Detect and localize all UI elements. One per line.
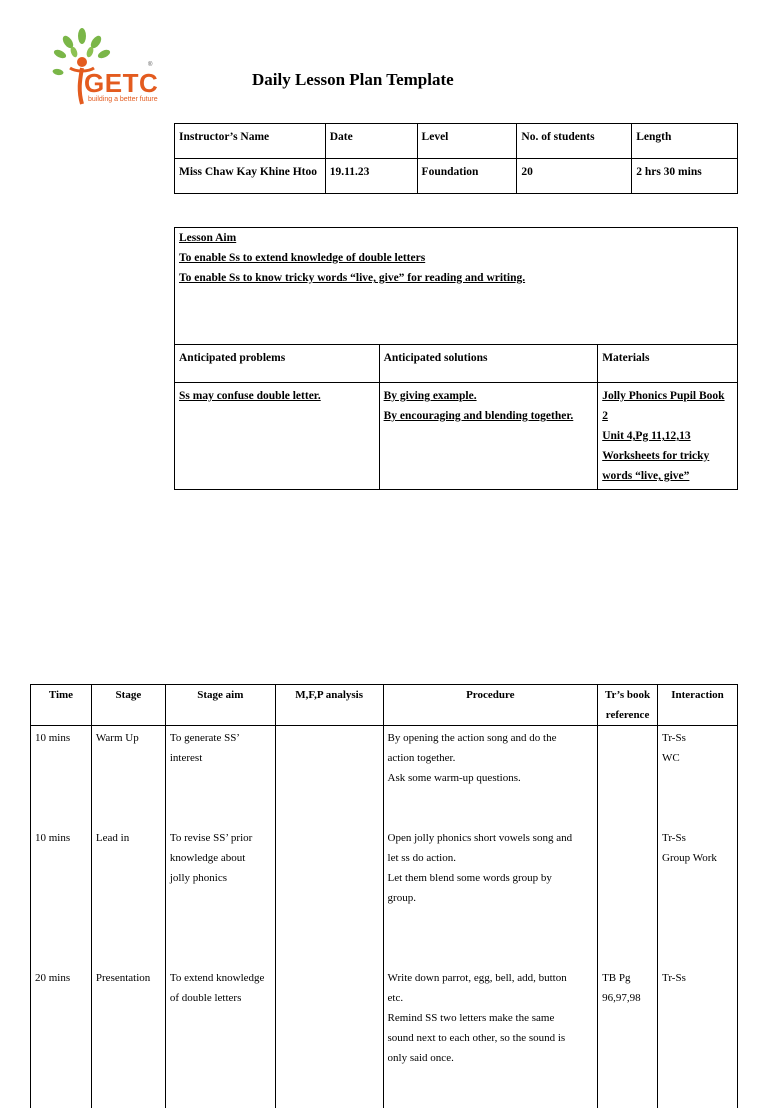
date-header: Date bbox=[325, 124, 417, 159]
anticipation-header-row bbox=[175, 345, 738, 383]
materials-header: Materials bbox=[598, 345, 738, 383]
stage-cell bbox=[91, 828, 165, 968]
anticipated-solutions-cell bbox=[379, 383, 598, 490]
procedure-cell-line: Remind SS two letters make the same bbox=[388, 1008, 594, 1028]
length-value: 2 hrs 30 mins bbox=[632, 159, 738, 194]
book-reference-cell bbox=[598, 968, 658, 1108]
lesson-aim-line: To enable Ss to know tricky words “live, give” for reading and writing. bbox=[179, 268, 733, 288]
solution-item: By giving example. bbox=[384, 386, 594, 406]
book-reference-header: Tr’s book reference bbox=[598, 685, 658, 726]
procedure-cell-line: sound next to each other, so the sound is bbox=[388, 1028, 594, 1048]
table-row bbox=[31, 968, 738, 1108]
stage-aim-cell bbox=[165, 828, 275, 968]
stage-aim-cell-line: of double letters bbox=[170, 988, 271, 1008]
time-cell-text: 10 mins bbox=[35, 728, 87, 748]
logo-registered-mark: ® bbox=[148, 62, 152, 68]
time-cell-text: 10 mins bbox=[35, 828, 87, 848]
procedure-cell-line: Ask some warm-up questions. bbox=[388, 768, 594, 788]
stage-aim-header: Stage aim bbox=[165, 685, 275, 726]
stage-cell-text: Presentation bbox=[96, 968, 161, 988]
procedure-cell bbox=[383, 968, 598, 1108]
procedure-header-row bbox=[31, 685, 738, 726]
interaction-cell-line: Group Work bbox=[662, 848, 733, 868]
students-header: No. of students bbox=[517, 124, 632, 159]
interaction-cell bbox=[658, 968, 738, 1108]
book-reference-cell-line: TB Pg bbox=[602, 968, 653, 988]
interaction-cell-line: Tr-Ss bbox=[662, 728, 733, 748]
time-header: Time bbox=[31, 685, 92, 726]
stage-cell bbox=[91, 968, 165, 1108]
procedure-cell-line: only said once. bbox=[388, 1048, 594, 1068]
procedure-cell-line: action together. bbox=[388, 748, 594, 768]
materials-cell bbox=[598, 383, 738, 490]
logo-wordmark: GETC bbox=[84, 68, 158, 99]
table-row bbox=[31, 828, 738, 968]
instructor-name-header: Instructor’s Name bbox=[175, 124, 326, 159]
interaction-cell bbox=[658, 726, 738, 829]
material-item: 2 bbox=[602, 406, 733, 426]
interaction-cell bbox=[658, 828, 738, 968]
material-item: Unit 4,Pg 11,12,13 bbox=[602, 426, 733, 446]
info-header-row bbox=[175, 124, 738, 159]
stage-aim-cell bbox=[165, 726, 275, 829]
lesson-aim-cell bbox=[175, 228, 738, 345]
mfp-analysis-cell bbox=[275, 968, 383, 1108]
mfp-analysis-cell bbox=[275, 828, 383, 968]
stage-aim-cell bbox=[165, 968, 275, 1108]
interaction-header: Interaction bbox=[658, 685, 738, 726]
info-value-row bbox=[175, 159, 738, 194]
table-row bbox=[31, 726, 738, 829]
procedure-cell-line: let ss do action. bbox=[388, 848, 594, 868]
procedure-table bbox=[30, 684, 738, 1108]
stage-aim-cell-line: knowledge about bbox=[170, 848, 271, 868]
anticipated-problems-cell bbox=[175, 383, 380, 490]
level-value: Foundation bbox=[417, 159, 517, 194]
material-item: words “live, give” bbox=[602, 466, 733, 486]
lesson-aim-table bbox=[174, 227, 738, 490]
stage-aim-cell-line: To extend knowledge bbox=[170, 968, 271, 988]
procedure-cell-line: Let them blend some words group by bbox=[388, 868, 594, 888]
book-reference-cell bbox=[598, 726, 658, 829]
time-cell bbox=[31, 828, 92, 968]
level-header: Level bbox=[417, 124, 517, 159]
date-value: 19.11.23 bbox=[325, 159, 417, 194]
procedure-cell-line: Write down parrot, egg, bell, add, button bbox=[388, 968, 594, 988]
length-header: Length bbox=[632, 124, 738, 159]
interaction-cell-line: Tr-Ss bbox=[662, 828, 733, 848]
interaction-cell-line: WC bbox=[662, 748, 733, 768]
time-cell-text: 20 mins bbox=[35, 968, 87, 988]
time-cell bbox=[31, 968, 92, 1108]
mfp-analysis-header: M,F,P analysis bbox=[275, 685, 383, 726]
solution-item: By encouraging and blending together. bbox=[384, 406, 594, 426]
problem-item: Ss may confuse double letter. bbox=[179, 386, 375, 406]
students-value: 20 bbox=[517, 159, 632, 194]
time-cell bbox=[31, 726, 92, 829]
stage-cell bbox=[91, 726, 165, 829]
procedure-cell-line: By opening the action song and do the bbox=[388, 728, 594, 748]
instructor-info-table bbox=[174, 123, 738, 194]
procedure-header: Procedure bbox=[383, 685, 598, 726]
stage-aim-cell-line: interest bbox=[170, 748, 271, 768]
anticipated-problems-header: Anticipated problems bbox=[175, 345, 380, 383]
logo-tagline: building a better future bbox=[88, 96, 158, 103]
lesson-aim-row bbox=[175, 228, 738, 345]
stage-aim-cell-line: To revise SS’ prior bbox=[170, 828, 271, 848]
interaction-cell-line: Tr-Ss bbox=[662, 968, 733, 988]
mfp-analysis-cell bbox=[275, 726, 383, 829]
lesson-aim-line: To enable Ss to extend knowledge of double letters bbox=[179, 248, 733, 268]
instructor-name-value: Miss Chaw Kay Khine Htoo bbox=[175, 159, 326, 194]
procedure-cell bbox=[383, 828, 598, 968]
stage-cell-text: Lead in bbox=[96, 828, 161, 848]
stage-aim-cell-line: jolly phonics bbox=[170, 868, 271, 888]
procedure-cell-line: Open jolly phonics short vowels song and bbox=[388, 828, 594, 848]
procedure-cell-line: group. bbox=[388, 888, 594, 908]
lesson-aim-label: Lesson Aim bbox=[179, 228, 733, 248]
material-item: Jolly Phonics Pupil Book bbox=[602, 386, 733, 406]
book-reference-cell-line: 96,97,98 bbox=[602, 988, 653, 1008]
anticipated-solutions-header: Anticipated solutions bbox=[379, 345, 598, 383]
stage-cell-text: Warm Up bbox=[96, 728, 161, 748]
stage-header: Stage bbox=[91, 685, 165, 726]
anticipation-body-row bbox=[175, 383, 738, 490]
procedure-cell bbox=[383, 726, 598, 829]
page-title: Daily Lesson Plan Template bbox=[252, 70, 454, 90]
stage-aim-cell-line: To generate SS’ bbox=[170, 728, 271, 748]
book-reference-cell bbox=[598, 828, 658, 968]
procedure-table-body bbox=[31, 726, 738, 1108]
material-item: Worksheets for tricky bbox=[602, 446, 733, 466]
procedure-cell-line: etc. bbox=[388, 988, 594, 1008]
